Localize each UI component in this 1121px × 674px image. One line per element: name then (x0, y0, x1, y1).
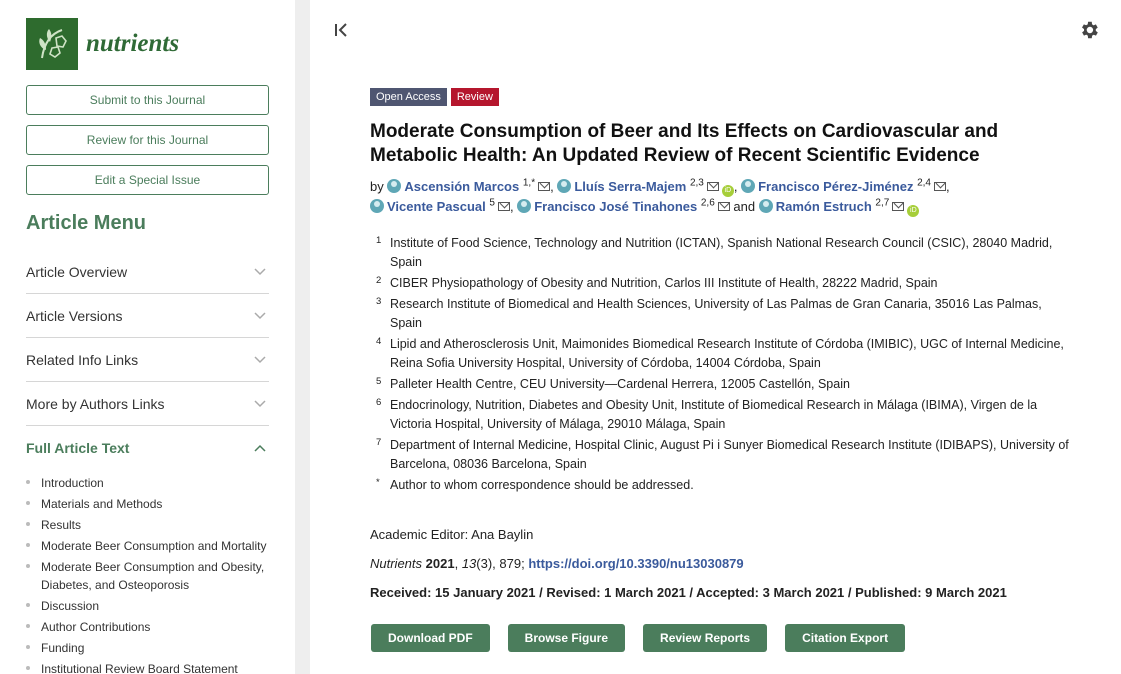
affiliation-item: 3 Research Institute of Biomedical and Health Sciences, University of Las Palmas de Gran Canaria, 35016 Las Palmas, Spain (376, 296, 1042, 330)
menu-item-article-overview[interactable] (26, 250, 269, 294)
menu-item-more-by-authors-links[interactable] (26, 382, 269, 426)
menu-item-label: More by Authors Links (26, 395, 165, 412)
toc-item[interactable]: Moderate Beer Consumption and Obesity, Diabetes, and Osteoporosis (26, 558, 286, 594)
email-icon[interactable] (498, 202, 510, 211)
citation-line: Nutrients 2021, 13(3), 879; https://doi.org/10.3390/nu13030879 (370, 556, 744, 571)
affiliation-item: 4 Lipid and Atherosclerosis Unit, Maimonides Biomedical Research Institute of Córdoba (IMIBIC), UGC of Internal Medicine, Reina Sofia University Hospital, University of Córdoba, 14004 Córdoba, Spain (376, 336, 1064, 370)
affiliation-item: 7 Department of Internal Medicine, Hospital Clinic, August Pi i Sunyer Biomedical Research Institute (IDIBAPS), University of Barcelona, 08036 Barcelona, Spain (376, 437, 1069, 471)
review-badge: Review (451, 88, 499, 106)
toc-item[interactable]: Author Contributions (26, 618, 286, 636)
affiliation-item: 6 Endocrinology, Nutrition, Diabetes and Obesity Unit, Institute of Biomedical Research in Málaga (IBIMA), Virgen de la Victoria Hospital, University of Málaga, 29010 Málaga, Spain (376, 397, 1038, 431)
article-actions (371, 624, 905, 652)
academic-editor: Academic Editor: Ana Baylin (370, 527, 534, 542)
author-link[interactable]: Vicente Pascual (387, 199, 486, 214)
email-icon[interactable] (538, 182, 550, 191)
open-access-badge: Open Access (370, 88, 447, 106)
full-text-toc (26, 474, 286, 674)
email-icon[interactable] (892, 202, 904, 211)
email-icon[interactable] (718, 202, 730, 211)
menu-item-related-info-links[interactable] (26, 338, 269, 382)
author-avatar-icon (759, 199, 773, 213)
publication-dates: Received: 15 January 2021 / Revised: 1 March 2021 / Accepted: 3 March 2021 / Published: 9 March 2021 (370, 585, 1007, 600)
toc-item[interactable]: Discussion (26, 597, 286, 615)
review-reports-button[interactable]: Review Reports (643, 624, 767, 652)
submit-journal-button[interactable]: Submit to this Journal (26, 85, 269, 115)
author-link[interactable]: Ramón Estruch (775, 199, 872, 214)
affiliation-item: 2 CIBER Physiopathology of Obesity and Nutrition, Carlos III Institute of Health, 28222 Madrid, Spain (376, 275, 938, 290)
journal-logo[interactable] (26, 18, 179, 70)
menu-item-article-versions[interactable] (26, 294, 269, 338)
article-badges (370, 88, 499, 106)
author-avatar-icon (557, 179, 571, 193)
gear-icon[interactable] (1078, 19, 1100, 41)
author-avatar-icon (517, 199, 531, 213)
affiliation-item: 1 Institute of Food Science, Technology and Nutrition (ICTAN), Spanish National Research Council (CSIC), 28040 Madrid, Spain (376, 235, 1053, 269)
chevron-down-icon (251, 307, 269, 325)
author-list: by Ascensión Marcos $^{1,*}$ , Lluís Serra-Majem $^{2,3}$iD , Francisco Pérez-Jiménez $^{2,4}$ , Vicente Pascual $^5$ , Francisco José Tinahones $^{2,6}$ and Ramón Estruch $^{2,7}$iD (370, 177, 1070, 217)
menu-item-full-article-text[interactable] (26, 426, 269, 470)
menu-item-label: Article Versions (26, 307, 123, 324)
chevron-down-icon (251, 263, 269, 281)
sidebar-divider (295, 0, 310, 674)
chevron-down-icon (251, 395, 269, 413)
menu-item-label: Related Info Links (26, 351, 139, 368)
orcid-icon[interactable]: iD (722, 185, 734, 197)
journal-logo-icon (26, 18, 78, 70)
chevron-down-icon (251, 351, 269, 369)
author-link[interactable]: Ascensión Marcos (404, 179, 520, 194)
author-avatar-icon (741, 179, 755, 193)
email-icon[interactable] (934, 182, 946, 191)
chevron-up-icon (251, 439, 269, 457)
review-journal-button[interactable]: Review for this Journal (26, 125, 269, 155)
article-title: Moderate Consumption of Beer and Its Effects on Cardiovascular and Metabolic Health: An Updated Review of Recent Scientific Evidence (370, 121, 999, 166)
collapse-sidebar-icon[interactable] (332, 20, 352, 40)
menu-item-label: Article Overview (26, 263, 128, 280)
author-avatar-icon (387, 179, 401, 193)
toc-item[interactable]: Materials and Methods (26, 495, 286, 513)
author-link[interactable]: Francisco Pérez-Jiménez (758, 179, 914, 194)
affiliation-item: * Author to whom correspondence should be addressed. (376, 477, 694, 492)
article-menu (26, 250, 269, 470)
author-avatar-icon (370, 199, 384, 213)
journal-name: nutrients (86, 30, 180, 57)
edit-special-issue-button[interactable]: Edit a Special Issue (26, 165, 269, 195)
affiliation-list (370, 234, 1070, 497)
citation-export-button[interactable]: Citation Export (785, 624, 905, 652)
sidebar (0, 0, 295, 674)
orcid-icon[interactable]: iD (907, 205, 919, 217)
doi-link[interactable]: https://doi.org/10.3390/nu13030879 (528, 556, 744, 571)
article-main (310, 0, 1121, 674)
email-icon[interactable] (707, 182, 719, 191)
toc-item[interactable]: Introduction (26, 474, 286, 492)
toc-item[interactable]: Results (26, 516, 286, 534)
author-link[interactable]: Lluís Serra-Majem (574, 179, 687, 194)
browse-figure-button[interactable]: Browse Figure (508, 624, 625, 652)
download-pdf-button[interactable]: Download PDF (371, 624, 490, 652)
toc-item[interactable]: Funding (26, 639, 286, 657)
toc-item[interactable]: Institutional Review Board Statement (26, 660, 286, 674)
menu-item-label: Full Article Text (26, 440, 130, 456)
article-menu-title: Article Menu (26, 212, 147, 234)
affiliation-item: 5 Palleter Health Centre, CEU University—Cardenal Herrera, 12005 Castellón, Spain (376, 376, 850, 391)
author-link[interactable]: Francisco José Tinahones (534, 199, 698, 214)
toc-item[interactable]: Moderate Beer Consumption and Mortality (26, 537, 286, 555)
